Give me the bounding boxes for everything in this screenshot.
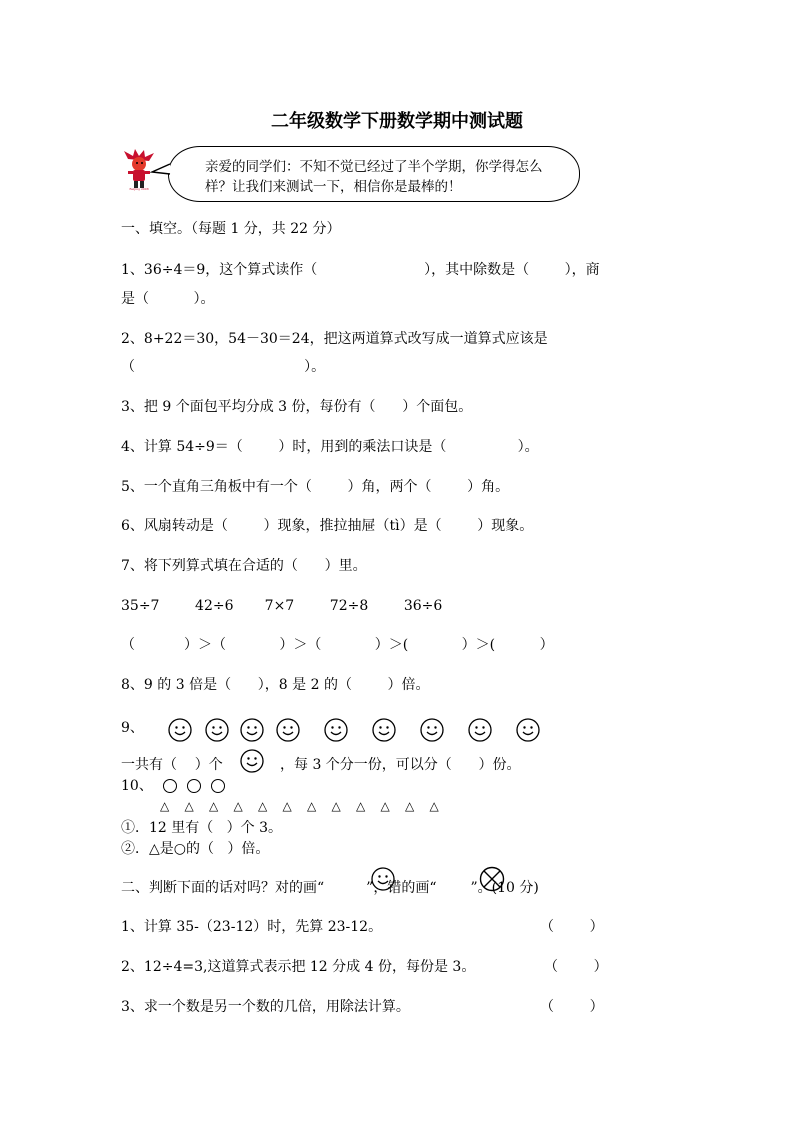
circle-icon [163,779,177,793]
section1-heading: 一、填空。（每题 1 分，共 22 分） [121,221,341,237]
judge-3: 3、求一个数是另一个数的几倍，用除法计算。 [121,999,410,1015]
smiley-face-icon [240,718,264,742]
circle-icon [211,779,225,793]
smiley-face-icon [371,867,395,891]
triangle-icon: △ [258,799,268,813]
q2-line-2: （ ）。 [121,359,326,375]
section2-heading-a: 二、判断下面的话对吗？对的画“ [121,880,325,896]
circled-x-icon [479,866,505,892]
smiley-face-icon [468,718,492,742]
smiley-face-icon [205,718,229,742]
q2-line-1: 2、8+22＝30，54－30＝24，把这两道算式改写成一道算式应该是 [121,331,548,347]
q9-text-b: ，每 3 个分一份，可以分（ ）份。 [280,757,521,773]
q9-text-a: 一共有（ ）个 [121,757,223,773]
smiley-face-icon [516,718,540,742]
section2-heading-c: ”。(10 分) [470,880,539,896]
intro-line-1: 亲爱的同学们：不知不觉已经过了半个学期，你学得怎么 [205,159,543,175]
speech-bubble-tail [150,160,172,178]
smiley-face-icon [324,718,348,742]
section2-heading [121,879,539,897]
triangle-icon: △ [307,799,317,813]
q3: 3、把 9 个面包平均分成 3 份，每份有（ ）个面包。 [121,399,473,415]
triangle-icon: △ [331,799,341,813]
judge-3-paren: （ ） [540,999,604,1015]
circle-icon [187,779,201,793]
q7-blanks: （ ）＞（ ）＞（ ）＞( ）＞( ） [121,637,554,653]
triangle-icon: △ [405,799,415,813]
q1-line-1: 1、36÷4＝9，这个算式读作（ ），其中除数是（ ），商 [121,262,600,278]
triangle-icon: △ [209,799,219,813]
q1-line-2: 是（ ）。 [121,291,215,307]
q6: 6、风扇转动是（ ）现象，推拉抽屉（tì）是（ ）现象。 [121,518,534,534]
q4: 4、计算 54÷9＝（ ）时，用到的乘法口诀是（ ）。 [121,439,539,455]
smiley-face-icon [276,718,300,742]
q7: 7、将下列算式填在合适的（ ）里。 [121,558,367,574]
q5: 5、一个直角三角板中有一个（ ）角，两个（ ）角。 [121,479,510,495]
svg-text:Beijing 2008: Beijing 2008 [129,187,149,191]
q8: 8、9 的 3 倍是（ ），8 是 2 的（ ）倍。 [121,677,430,693]
q10-sub-2: ②．△是○的（ ）倍。 [121,841,270,857]
smiley-face-icon [372,718,396,742]
triangle-icon: △ [282,799,292,813]
intro-text [205,157,543,197]
q9-number: 9、 [121,720,144,736]
triangle-icon: △ [184,799,194,813]
triangle-icon: △ [380,799,390,813]
q10-sub-1: ①．12 里有（ ）个 3。 [121,820,282,836]
q7-expressions: 35÷7 42÷6 7×7 72÷8 36÷6 [121,598,443,614]
smiley-face-icon [240,749,264,773]
judge-1-paren: （ ） [540,919,604,935]
triangle-icon: △ [356,799,366,813]
intro-line-2: 样？让我们来测试一下，相信你是最棒的！ [205,179,462,195]
judge-2-paren: （ ） [544,959,608,975]
smiley-face-icon [168,718,192,742]
section2-heading-b: ”，错的画“ [366,880,437,896]
judge-2: 2、12÷4=3,这道算式表示把 12 分成 4 份，每份是 3。 [121,959,476,975]
page-title: 二年级数学下册数学期中测试题 [271,111,523,132]
judge-1: 1、计算 35-（23-12）时，先算 23-12。 [121,919,383,935]
triangle-icon: △ [233,799,243,813]
smiley-face-icon [420,718,444,742]
q10-number: 10、 [121,778,153,794]
triangle-icon: △ [429,799,439,813]
triangle-icon: △ [160,799,170,813]
